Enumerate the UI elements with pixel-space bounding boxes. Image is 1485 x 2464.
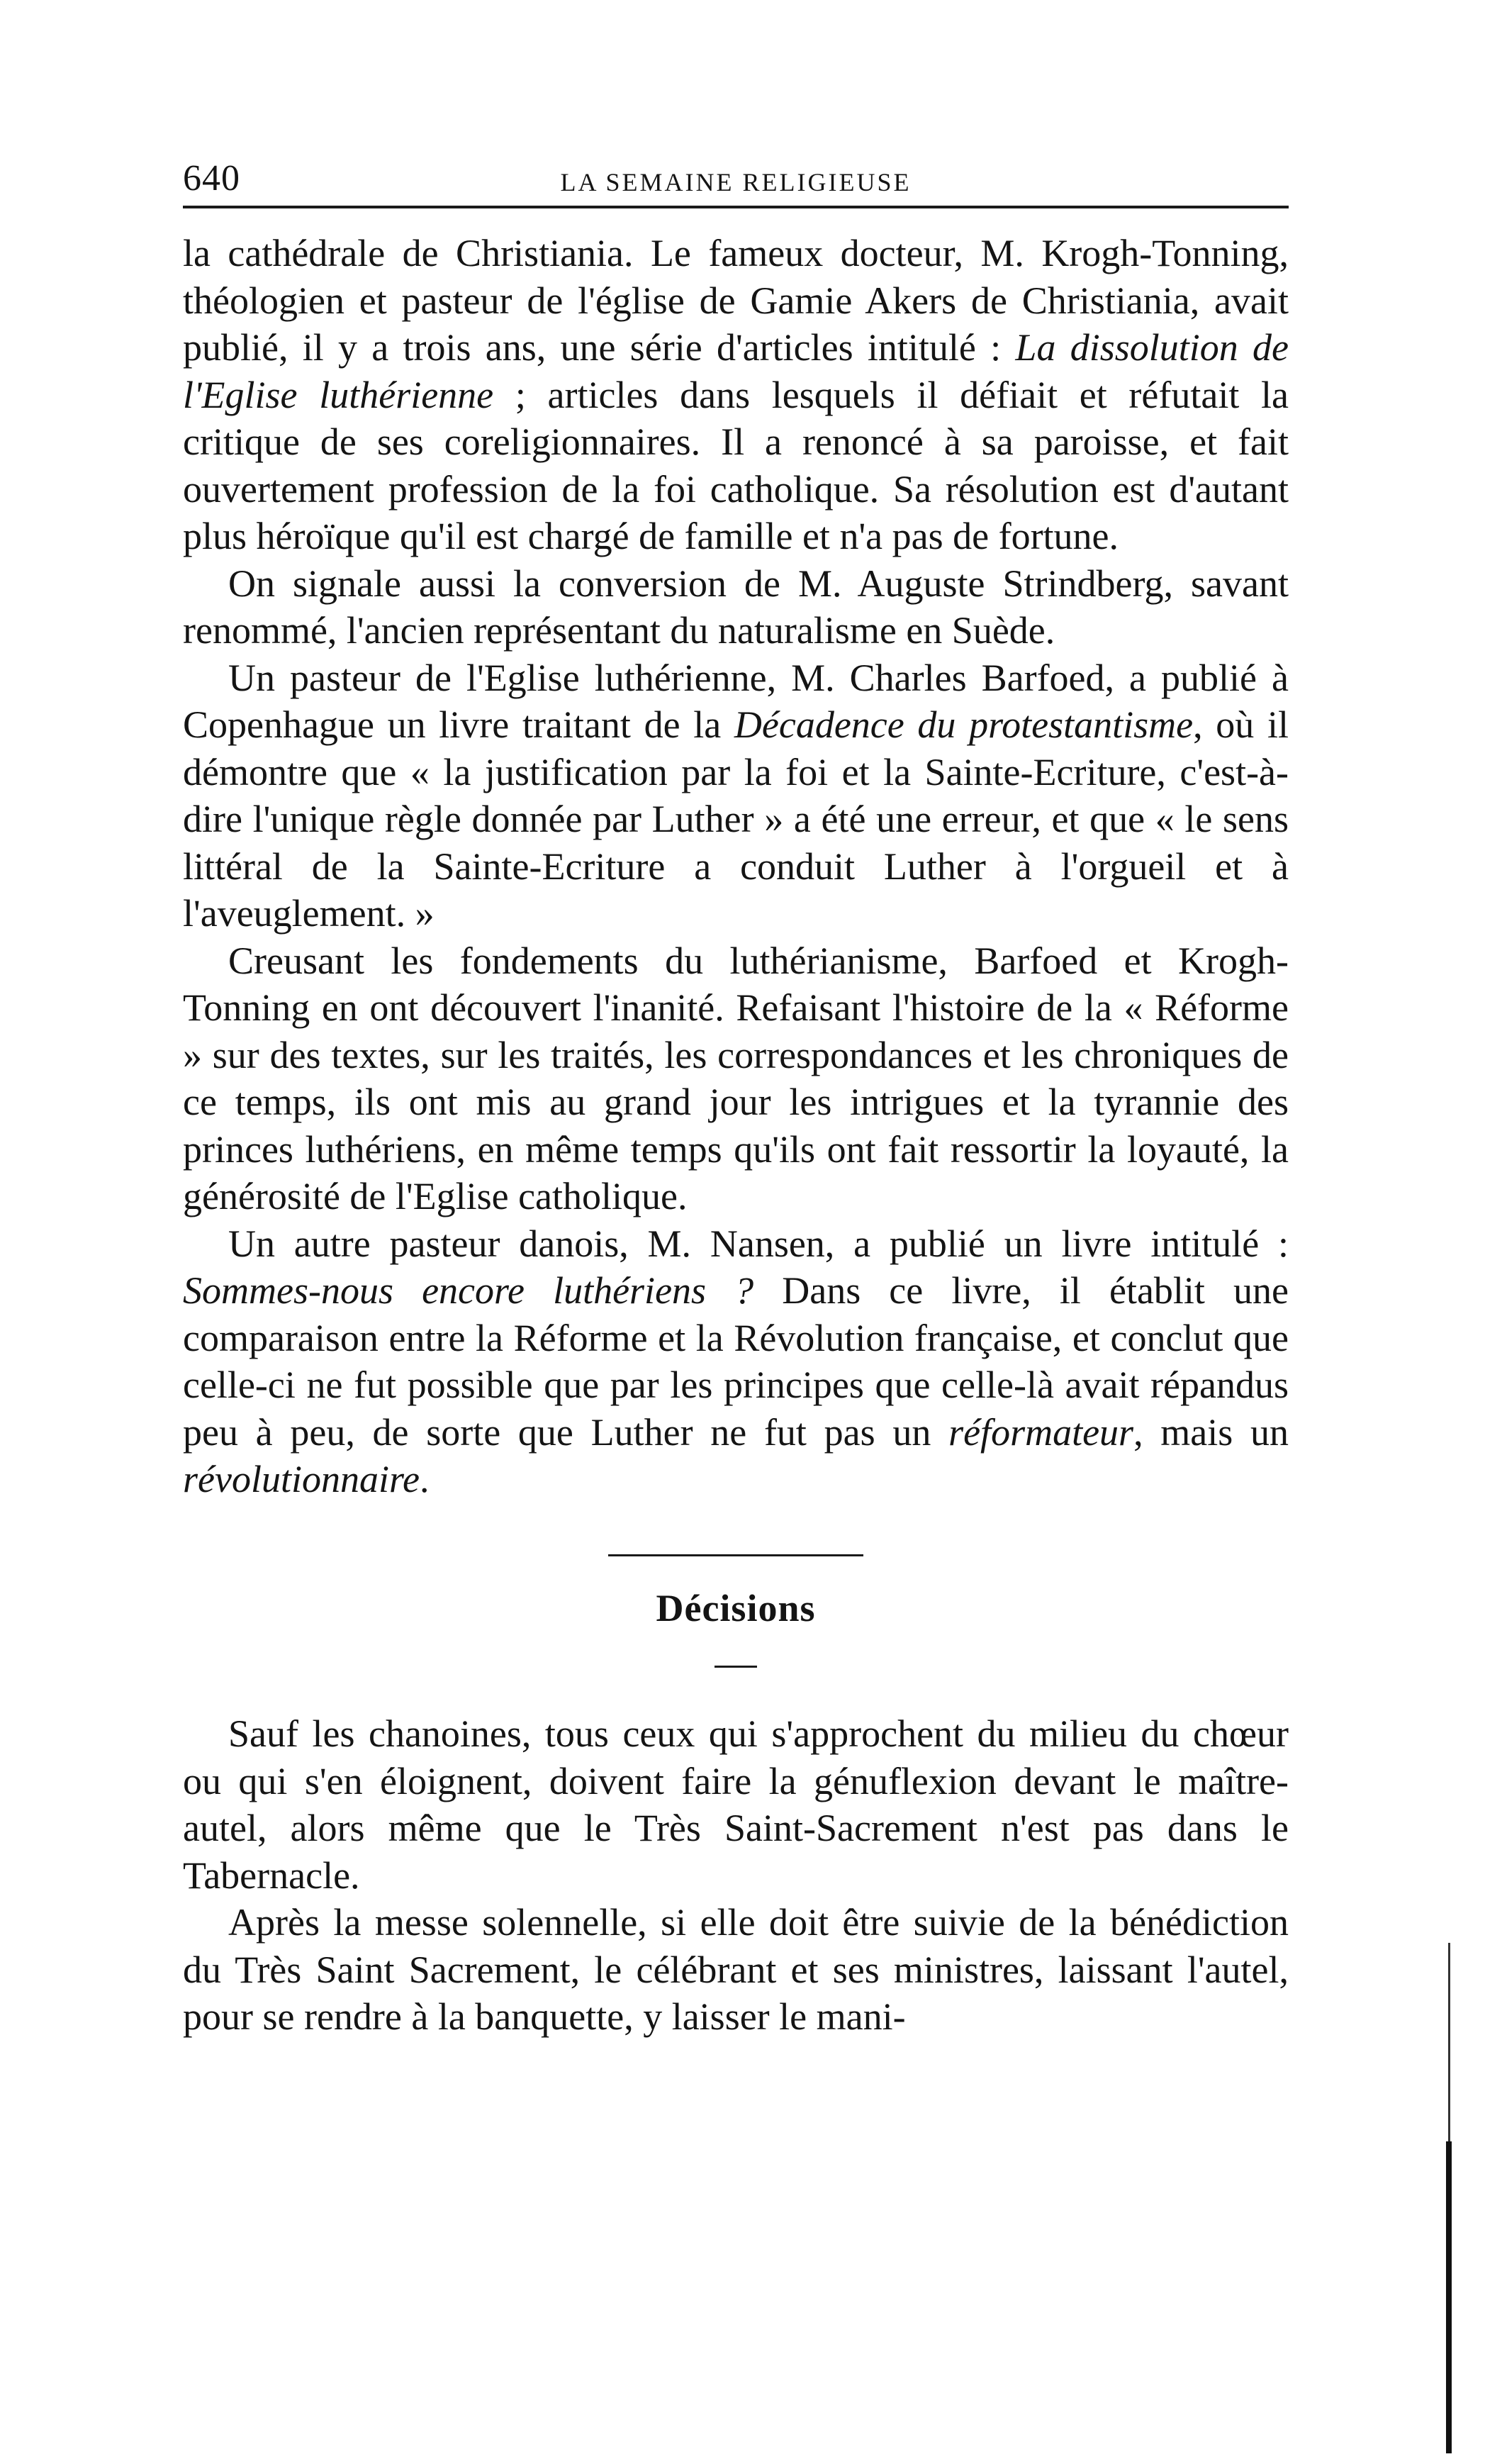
text-run: Après la messe solennelle, si elle doit être suivie de la bénédiction du Très Saint Sacrement, le célébrant et ses ministres, laissant l'autel, pour se rendre à la banquette, y laisser le mani- [183, 1901, 1289, 2038]
body-text [183, 230, 1289, 2041]
paragraph [183, 1710, 1289, 1899]
paragraph [183, 1899, 1289, 2041]
section-heading: Décisions [656, 1586, 816, 1629]
scan-edge-mark [1448, 1943, 1450, 2141]
page-number: 640 [183, 158, 240, 199]
text-run: . [419, 1458, 430, 1500]
heading-dash [715, 1666, 757, 1668]
text-run: Un pasteur de l'Eglise luthérienne, M. Charles Barfoed, a publié à Copenhague un livre traitant de la [183, 656, 1289, 746]
paragraph [183, 1220, 1289, 1503]
paragraph [183, 560, 1289, 654]
italic-word: réformateur [948, 1410, 1134, 1454]
text-run: , mais un [1133, 1410, 1289, 1454]
text-run: Dans ce livre, il établit une comparaison entre la Réforme et la Révolution française, et conclut que celle-ci ne fut possible que par les principes que celle-là avait répandus peu à peu, de sorte que Luther ne fut pas un [183, 1269, 1289, 1454]
paragraph [183, 654, 1289, 937]
text-run: Sauf les chanoines, tous ceux qui s'approchent du milieu du chœur ou qui s'en éloignent, doivent faire la génuflexion devant le maître-autel, alors même que le Très Saint-Sacrement n'est pas dans le Tabernacle. [183, 1712, 1289, 1897]
italic-title: La dissolution de l'Eglise luthérienne [183, 326, 1289, 416]
italic-title: Sommes-nous encore luthériens ? [183, 1269, 754, 1312]
section-divider [608, 1554, 863, 1556]
text-run: ; articles dans lesquels il défiait et réfutait la critique de ses coreligionnaires. Il a renoncé à sa paroisse, et fait ouvertement profession de la foi catholique. Sa résolution est d'autant plus héroïque qu'il est chargé de famille et n'a pas de fortune. [183, 373, 1289, 557]
paragraph [183, 230, 1289, 560]
document-page [183, 142, 1289, 2041]
running-header [183, 142, 1289, 208]
italic-title: Décadence du protestantisme [734, 703, 1194, 746]
text-run: , où il démontre que « la justification par la foi et la Sainte-Ecriture, c'est-à-dire l'unique règle donnée par Luther » a été une erreur, et que « le sens littéral de la Sainte-Ecriture a conduit Luther à l'orgueil et à l'aveuglement. » [183, 703, 1289, 935]
scan-edge-bar [1446, 2141, 1452, 2453]
text-run: la cathédrale de Christiania. Le fameux docteur, M. Krogh-Tonning, théologien et pasteur de l'église de Gamie Akers de Christiania, avait publié, il y a trois ans, une série d'articles intitulé : [183, 232, 1289, 369]
text-run: Un autre pasteur danois, M. Nansen, a publié un livre intitulé : [228, 1222, 1289, 1265]
journal-title: LA SEMAINE RELIGIEUSE [560, 168, 912, 196]
text-run: Creusant les fondements du luthérianisme, Barfoed et Krogh-Tonning en ont découvert l'inanité. Refaisant l'histoire de la « Réforme » sur des textes, sur les traités, les correspondances et les chroniques de ce temps, ils ont mis au grand jour les intrigues et la tyrannie des princes luthériens, en même temps qu'ils ont fait ressortir la loyauté, la générosité de l'Eglise catholique. [183, 939, 1289, 1217]
paragraph [183, 937, 1289, 1220]
italic-word: révolutionnaire [183, 1458, 420, 1500]
text-run: On signale aussi la conversion de M. Auguste Strindberg, savant renommé, l'ancien représentant du naturalisme en Suède. [183, 562, 1289, 652]
